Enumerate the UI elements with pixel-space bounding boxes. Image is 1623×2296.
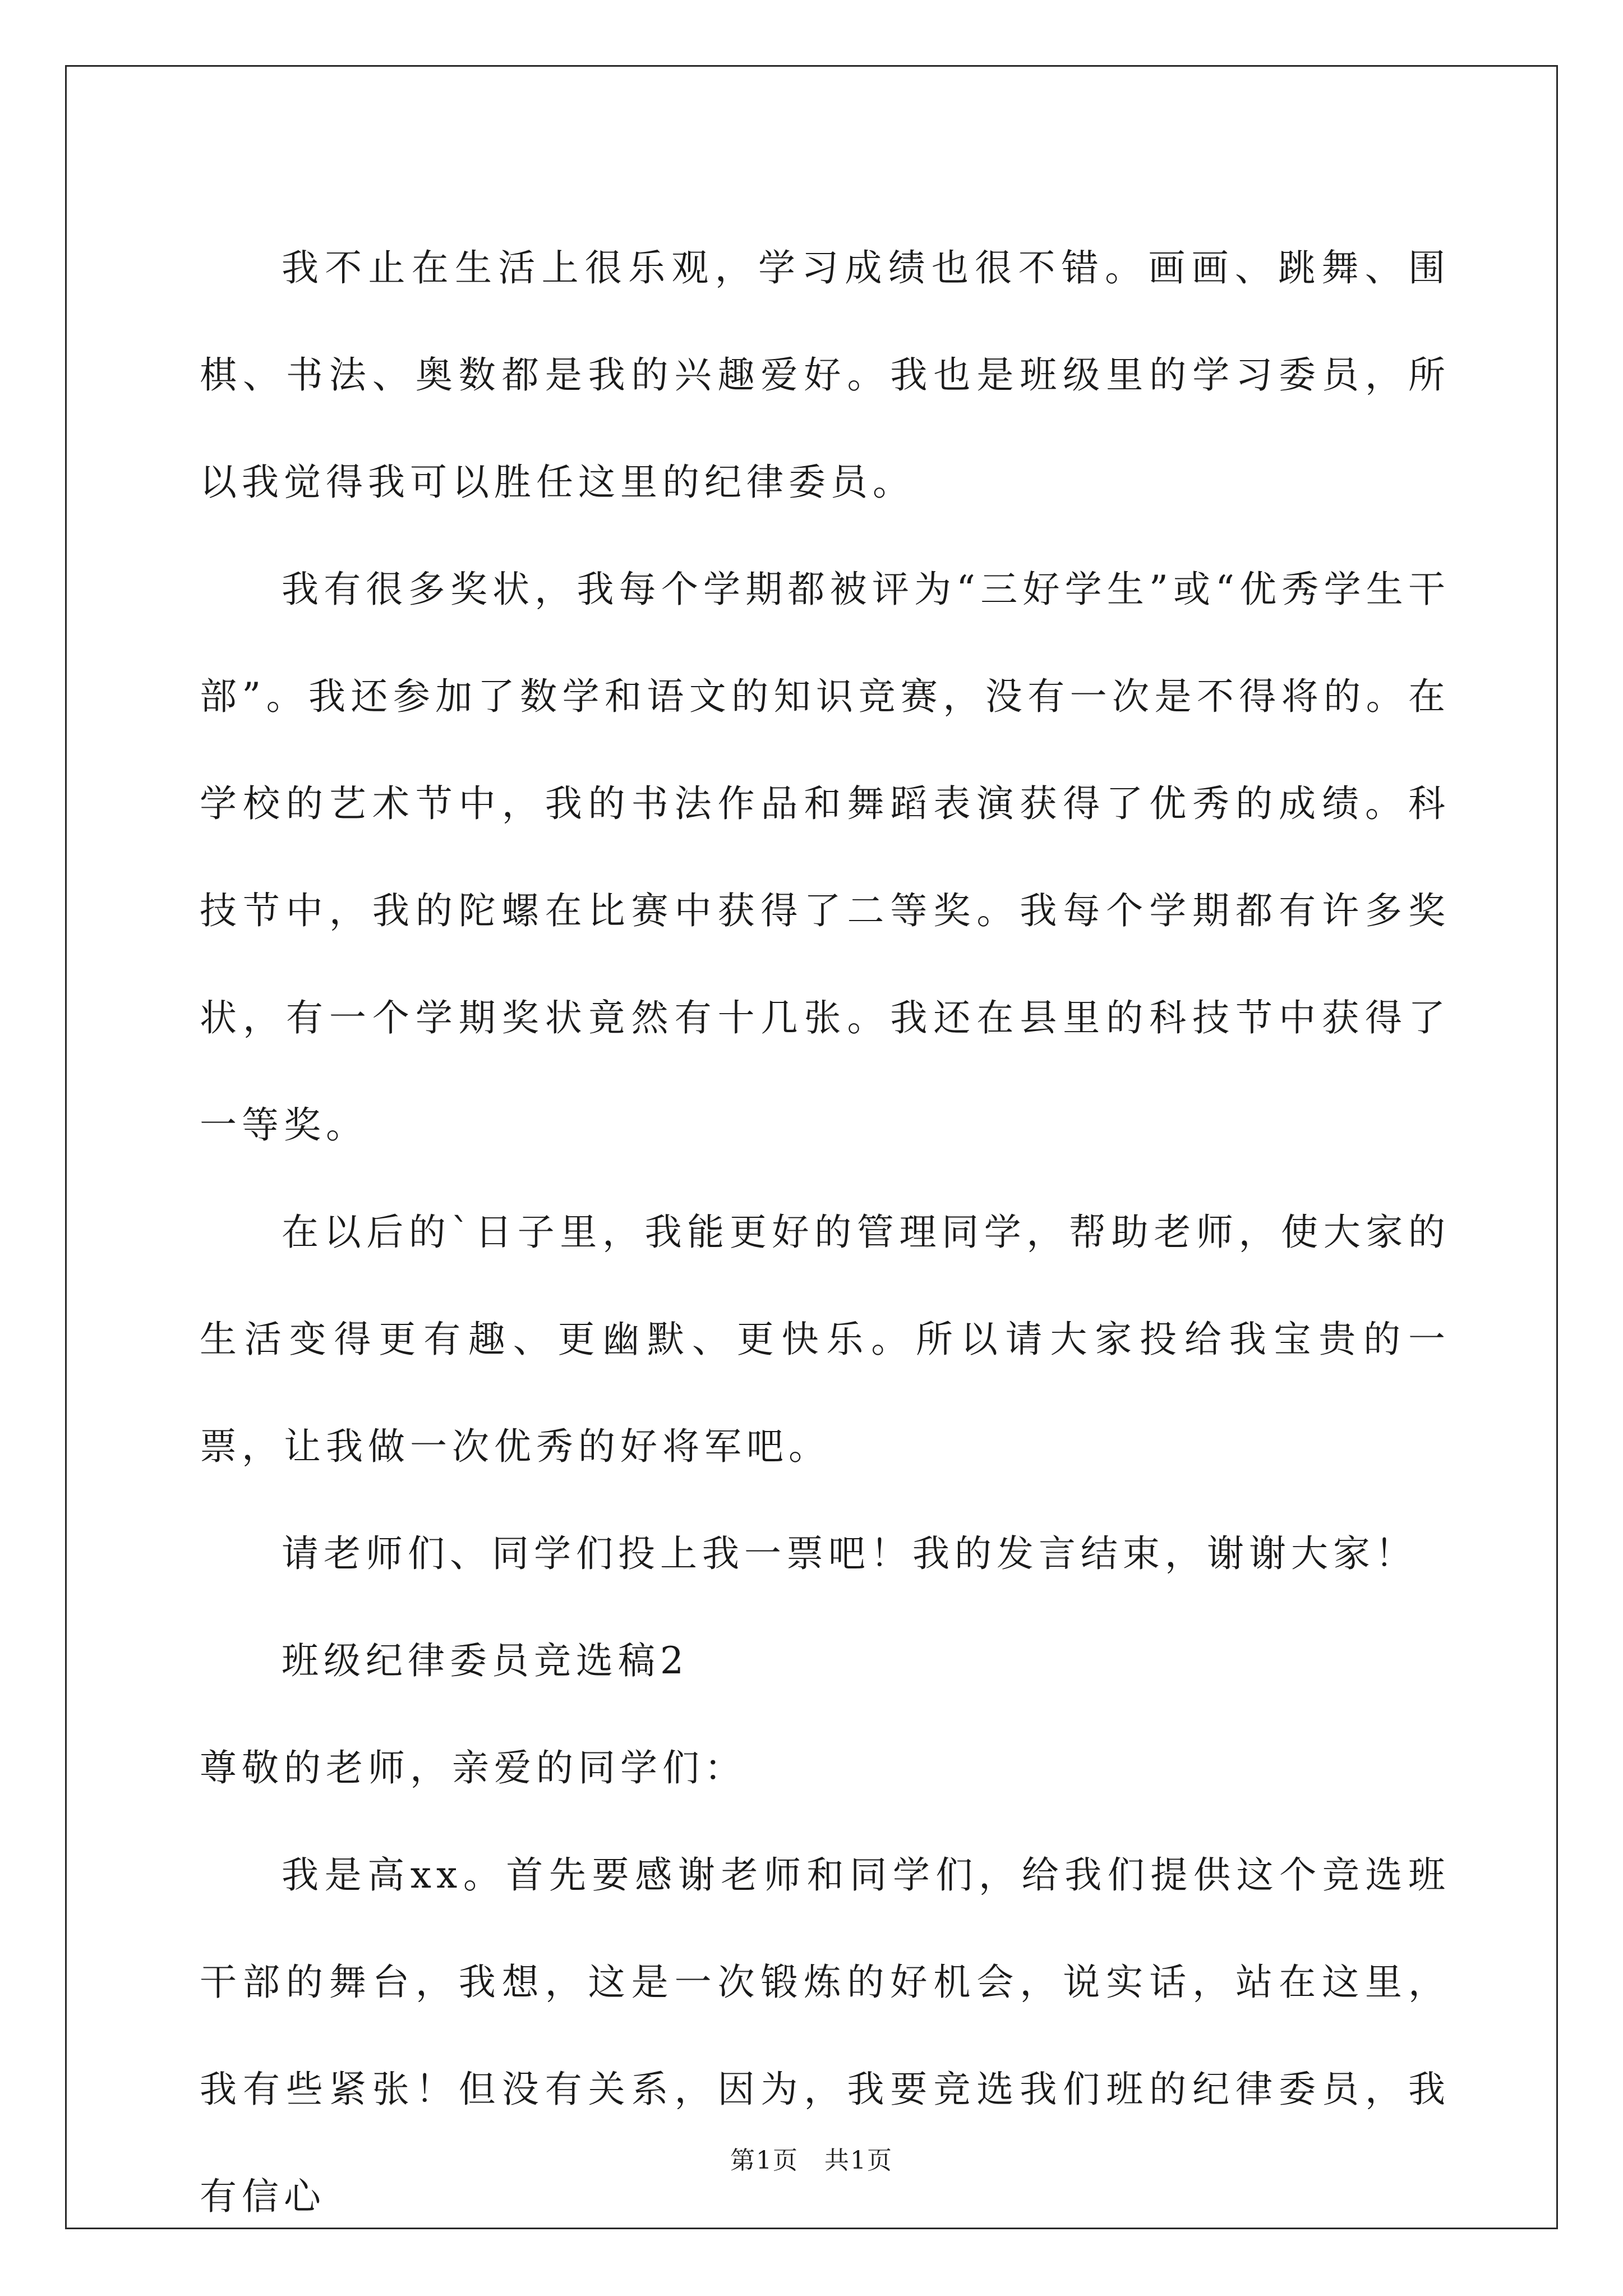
document-body [200, 214, 1450, 2250]
salutation: 尊敬的老师，亲爱的同学们： [200, 1746, 746, 1789]
paragraph-future-plans: 在以后的`日子里，我能更好的管理同学，帮助老师，使大家的生活变得更有趣、更幽默、更快乐。所以请大家投给我宝贵的一票，让我做一次优秀的好将军吧。 [200, 1211, 1450, 1468]
paragraph-closing: 请老师们、同学们投上我一票吧！我的发言结束，谢谢大家！ [282, 1532, 1417, 1575]
section-heading: 班级纪律委员竞选稿2 [282, 1639, 689, 1682]
paragraph-introduction: 我是高xx。首先要感谢老师和同学们，给我们提供这个竞选班干部的舞台，我想，这是一次锻炼的好机会，说实话，站在这里，我有些紧张！但没有关系，因为，我要竞选我们班的纪律委员，我有信心 [200, 1853, 1450, 2218]
paragraph-awards: 我有很多奖状，我每个学期都被评为“三好学生”或“优秀学生干部”。我还参加了数学和语文的知识竞赛，没有一次是不得将的。在学校的艺术节中，我的书法作品和舞蹈表演获得了优秀的成绩。科技节中，我的陀螺在比赛中获得了二等奖。我每个学期都有许多奖状，有一个学期奖状竟然有十几张。我还在县里的科技节中获得了一等奖。 [200, 568, 1450, 1147]
paragraph-hobbies: 我不止在生活上很乐观，学习成绩也很不错。画画、跳舞、围棋、书法、奥数都是我的兴趣爱好。我也是班级里的学习委员，所以我觉得我可以胜任这里的纪律委员。 [200, 246, 1450, 504]
page-footer: 第1页 共1页 [730, 2146, 893, 2175]
